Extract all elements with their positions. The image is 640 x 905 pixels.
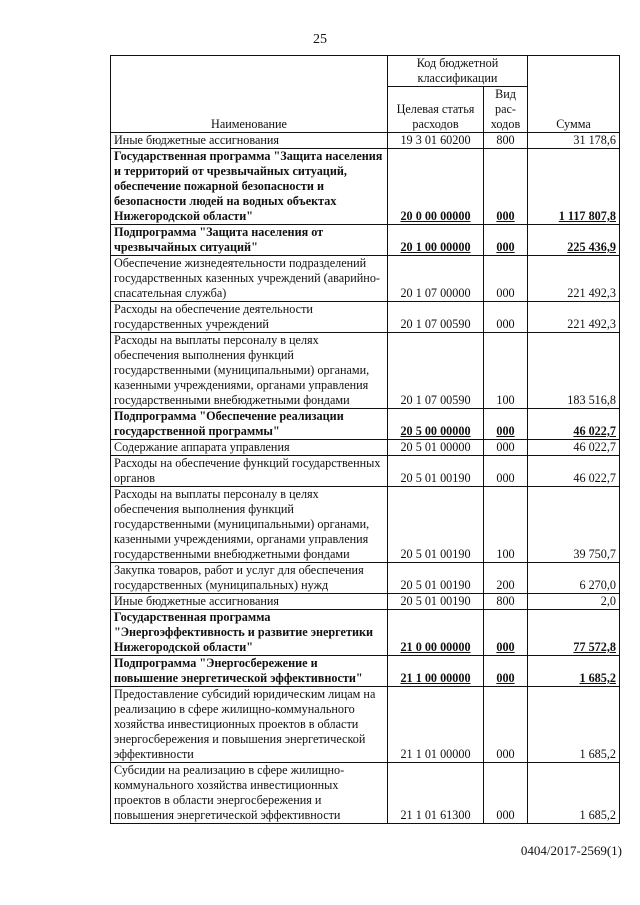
- row-amount-value: 2,0: [600, 594, 616, 608]
- row-amount-value: 46 022,7: [573, 424, 616, 438]
- row-amount: [528, 687, 620, 763]
- row-expense-type: [484, 563, 528, 594]
- table-header-row: [111, 56, 620, 87]
- row-expense-type: [484, 456, 528, 487]
- row-amount: [528, 763, 620, 824]
- row-amount-value: 183 516,8: [567, 393, 616, 407]
- row-name: Расходы на выплаты персоналу в целях обеспечения выполнения функций государственными (муниципальными) органами, казенными учреждениями, органами управления государственными внебюджетными фондами: [111, 333, 388, 409]
- row-target-code-value: 20 1 07 00000: [400, 286, 471, 300]
- row-target-code: [388, 563, 484, 594]
- row-expense-type-value: 100: [496, 547, 515, 561]
- table-row: [111, 610, 620, 656]
- row-amount: [528, 225, 620, 256]
- row-target-code-value: 20 5 01 00190: [400, 471, 471, 485]
- row-amount-value: 221 492,3: [567, 317, 616, 331]
- row-amount-value: 1 117 807,8: [558, 209, 616, 223]
- row-expense-type: [484, 594, 528, 610]
- row-amount-value: 46 022,7: [573, 440, 616, 454]
- row-target-code-value: 21 0 00 00000: [400, 640, 471, 654]
- row-target-code: [388, 487, 484, 563]
- row-target-code: [388, 763, 484, 824]
- row-target-code-value: 21 1 00 00000: [400, 671, 471, 685]
- row-expense-type-value: 000: [496, 747, 515, 761]
- table-row: [111, 594, 620, 610]
- table-row: [111, 656, 620, 687]
- row-target-code: [388, 149, 484, 225]
- row-expense-type-value: 000: [496, 209, 515, 223]
- row-amount-value: 221 492,3: [567, 286, 616, 300]
- row-expense-type-value: 000: [496, 808, 515, 822]
- row-name: Иные бюджетные ассигнования: [111, 133, 388, 149]
- row-amount: [528, 440, 620, 456]
- row-target-code-value: 20 5 01 00000: [400, 440, 471, 454]
- row-amount-value: 1 685,2: [579, 747, 616, 761]
- row-name: Закупка товаров, работ и услуг для обеспечения государственных (муниципальных) нужд: [111, 563, 388, 594]
- row-name: Обеспечение жизнедеятельности подразделений государственных казенных учреждений (аварийно-спасательная служба): [111, 256, 388, 302]
- page-number: 25: [313, 32, 327, 47]
- row-expense-type-value: 000: [496, 671, 515, 685]
- row-name: Государственная программа "Защита населения и территорий от чрезвычайных ситуаций, обеспечение пожарной безопасности и безопасности людей на водных объектах Нижегородской области": [111, 149, 388, 225]
- row-target-code-value: 20 5 01 00190: [400, 594, 471, 608]
- row-name: Содержание аппарата управления: [111, 440, 388, 456]
- row-expense-type: [484, 656, 528, 687]
- row-target-code: [388, 594, 484, 610]
- row-target-code: [388, 302, 484, 333]
- row-expense-type: [484, 302, 528, 333]
- row-amount: [528, 333, 620, 409]
- row-amount: [528, 594, 620, 610]
- row-amount: [528, 256, 620, 302]
- row-target-code: [388, 409, 484, 440]
- row-target-code-value: 20 5 01 00190: [400, 578, 471, 592]
- row-target-code: [388, 440, 484, 456]
- row-expense-type: [484, 333, 528, 409]
- row-amount-value: 31 178,6: [573, 133, 616, 147]
- row-target-code-value: 20 0 00 00000: [400, 209, 471, 223]
- row-expense-type: [484, 440, 528, 456]
- row-target-code-value: 20 1 07 00590: [400, 393, 471, 407]
- document-number: 0404/2017-2569(1): [520, 843, 622, 858]
- table-row: [111, 456, 620, 487]
- row-target-code: [388, 225, 484, 256]
- row-expense-type: [484, 225, 528, 256]
- row-target-code: [388, 256, 484, 302]
- row-expense-type: [484, 687, 528, 763]
- row-amount: [528, 656, 620, 687]
- row-expense-type-value: 100: [496, 393, 515, 407]
- table-row: [111, 409, 620, 440]
- row-expense-type: [484, 133, 528, 149]
- header-name: Наименование: [111, 56, 388, 133]
- table-row: [111, 440, 620, 456]
- table-row: [111, 149, 620, 225]
- row-target-code: [388, 656, 484, 687]
- row-name: Подпрограмма "Обеспечение реализации государственной программы": [111, 409, 388, 440]
- row-name: Расходы на обеспечение функций государственных органов: [111, 456, 388, 487]
- row-expense-type: [484, 256, 528, 302]
- table-row: [111, 133, 620, 149]
- row-expense-type-value: 000: [496, 286, 515, 300]
- row-name: Подпрограмма "Защита населения от чрезвычайных ситуаций": [111, 225, 388, 256]
- row-amount-value: 1 685,2: [579, 671, 616, 685]
- header-sum: Сумма: [528, 56, 620, 133]
- table-row: [111, 333, 620, 409]
- row-amount: [528, 487, 620, 563]
- row-amount: [528, 133, 620, 149]
- row-expense-type: [484, 409, 528, 440]
- row-expense-type-value: 800: [496, 594, 515, 608]
- row-expense-type-value: 800: [496, 133, 515, 147]
- row-name: Иные бюджетные ассигнования: [111, 594, 388, 610]
- row-expense-type-value: 000: [496, 317, 515, 331]
- row-name: Подпрограмма "Энергосбережение и повышение энергетической эффективности": [111, 656, 388, 687]
- row-target-code-value: 20 5 00 00000: [400, 424, 471, 438]
- row-amount: [528, 149, 620, 225]
- row-expense-type-value: 000: [496, 440, 515, 454]
- row-amount: [528, 456, 620, 487]
- table-row: [111, 487, 620, 563]
- row-amount-value: 46 022,7: [573, 471, 616, 485]
- row-name: Субсидии на реализацию в сфере жилищно-коммунального хозяйства инвестиционных проектов в области энергосбережения и повышения энергетической эффективности: [111, 763, 388, 824]
- row-target-code: [388, 456, 484, 487]
- header-type: Вид рас-ходов: [484, 87, 528, 133]
- row-amount-value: 39 750,7: [573, 547, 616, 561]
- row-target-code: [388, 687, 484, 763]
- row-target-code: [388, 610, 484, 656]
- row-name: Расходы на выплаты персоналу в целях обеспечения выполнения функций государственными (муниципальными) органами, казенными учреждениями, органами управления государственными внебюджетными фондами: [111, 487, 388, 563]
- row-amount-value: 6 270,0: [579, 578, 616, 592]
- row-name: Расходы на обеспечение деятельности государственных учреждений: [111, 302, 388, 333]
- table-row: [111, 763, 620, 824]
- row-expense-type-value: 200: [496, 578, 515, 592]
- row-target-code: [388, 133, 484, 149]
- row-amount: [528, 563, 620, 594]
- row-expense-type-value: 000: [496, 640, 515, 654]
- header-target: Целевая статья расходов: [388, 87, 484, 133]
- row-expense-type: [484, 149, 528, 225]
- row-expense-type: [484, 763, 528, 824]
- row-amount: [528, 302, 620, 333]
- header-code-group: Код бюджетной классификации: [388, 56, 528, 87]
- row-target-code-value: 20 5 01 00190: [400, 547, 471, 561]
- row-name: Предоставление субсидий юридическим лицам на реализацию в сфере жилищно-коммунального хозяйства инвестиционных проектов в области энергосбережения и повышения энергетической эффективности: [111, 687, 388, 763]
- row-target-code-value: 20 1 07 00590: [400, 317, 471, 331]
- row-target-code-value: 19 3 01 60200: [400, 133, 471, 147]
- row-expense-type: [484, 610, 528, 656]
- table-row: [111, 256, 620, 302]
- row-amount: [528, 610, 620, 656]
- row-target-code-value: 20 1 00 00000: [400, 240, 471, 254]
- table-row: [111, 225, 620, 256]
- budget-table: [110, 55, 620, 824]
- row-amount: [528, 409, 620, 440]
- row-target-code: [388, 333, 484, 409]
- row-amount-value: 77 572,8: [573, 640, 616, 654]
- table-row: [111, 687, 620, 763]
- row-target-code-value: 21 1 01 61300: [400, 808, 471, 822]
- table-row: [111, 563, 620, 594]
- row-amount-value: 225 436,9: [567, 240, 616, 254]
- row-expense-type-value: 000: [496, 424, 515, 438]
- row-target-code-value: 21 1 01 00000: [400, 747, 471, 761]
- table-body: [111, 133, 620, 824]
- table-row: [111, 302, 620, 333]
- row-name: Государственная программа "Энергоэффективность и развитие энергетики Нижегородской области": [111, 610, 388, 656]
- row-amount-value: 1 685,2: [579, 808, 616, 822]
- row-expense-type: [484, 487, 528, 563]
- row-expense-type-value: 000: [496, 471, 515, 485]
- row-expense-type-value: 000: [496, 240, 515, 254]
